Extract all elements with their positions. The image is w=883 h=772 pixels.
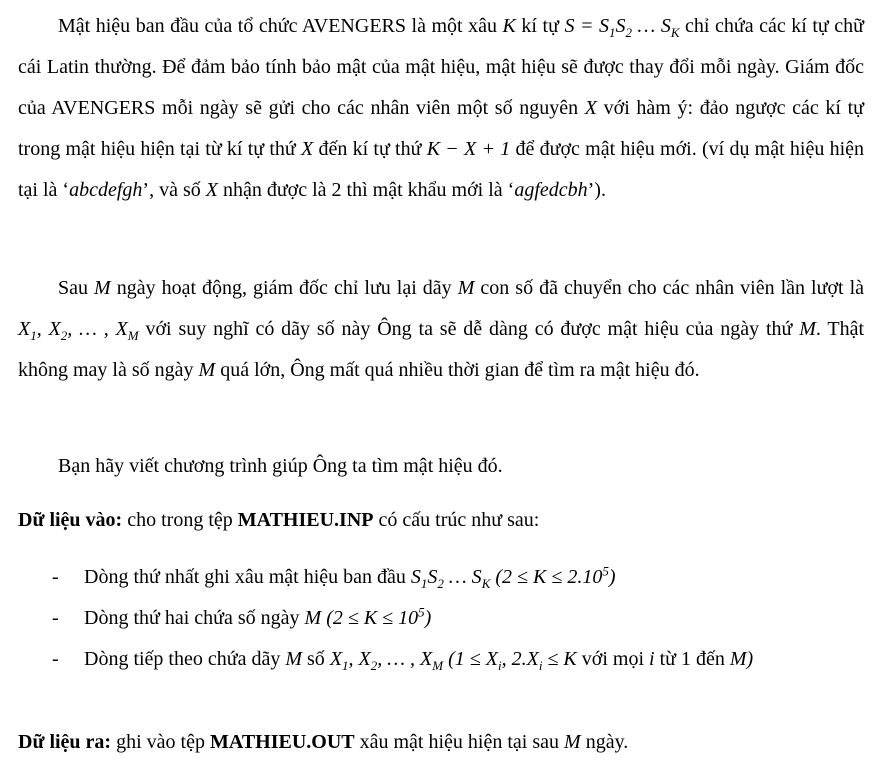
math-X: X <box>301 138 314 160</box>
paragraph-intro <box>18 6 864 211</box>
input-format-list <box>52 557 864 680</box>
text: với hàm ý: đảo ngược các kí tự trong mật hiệu hiện tại từ kí tự thứ <box>18 97 865 160</box>
math-M: M <box>457 277 475 299</box>
text: Sau <box>58 277 88 299</box>
text: quá lớn, Ông mất quá nhiều thời gian để tìm ra mật hiệu đó. <box>220 359 700 381</box>
text: 2 <box>625 25 632 40</box>
text: (2 ≤ K ≤ 2.10 <box>490 566 603 588</box>
text: , … , X <box>67 318 128 340</box>
text: M <box>432 658 444 673</box>
text: số <box>307 648 325 670</box>
text: S = S <box>564 15 609 37</box>
math-M: M <box>799 318 816 340</box>
paragraph-story <box>18 268 864 391</box>
text: M <box>729 648 747 670</box>
text <box>304 604 432 629</box>
text: cho trong tệp <box>127 509 233 531</box>
text: để được mật hiệu mới. (ví dụ mật hiệu hiện tại là ‘ <box>18 138 865 201</box>
text: M <box>127 328 139 343</box>
text: Mật hiệu ban đầu của tổ chức AVENGERS là một xâu <box>58 15 498 37</box>
text: … S <box>632 15 671 37</box>
text: 1 <box>420 576 428 591</box>
output-filename: MATHIEU.OUT <box>209 731 355 753</box>
example-password: abcdefgh <box>69 179 143 201</box>
text: M <box>285 648 303 670</box>
text: 1 đến <box>680 648 725 670</box>
list-item <box>52 557 864 598</box>
math-K-X-1: K − X + 1 <box>426 138 511 160</box>
text: … S <box>443 566 482 588</box>
text: từ <box>659 648 676 670</box>
text: X <box>18 318 31 340</box>
math-M: M <box>198 359 216 381</box>
output-section <box>18 722 864 763</box>
text: 5 <box>602 563 609 579</box>
text: 5 <box>418 604 425 620</box>
text <box>410 563 616 591</box>
text: ngày. <box>585 731 629 753</box>
text: ) <box>424 607 432 629</box>
text: X <box>329 648 343 670</box>
text: với mọi <box>581 648 645 670</box>
text: S <box>615 15 626 37</box>
text: S <box>427 566 438 588</box>
text: $X_1$, $X_2$, … , $X_M$ ($1 \le X_i$, $2.X_i \le K$ <box>329 648 577 673</box>
text: K <box>481 576 491 591</box>
math-M: M <box>94 277 111 299</box>
math-K: K <box>502 15 516 37</box>
text: (2 ≤ K ≤ 10 <box>321 607 419 629</box>
text: M <box>304 607 322 629</box>
text: chỉ chứa các kí tự chữ cái Latin thường. Để đảm bảo tính bảo mật của mật hiệu, mật hiệu sẽ được thay đổi mỗi ngày. Giám đốc của AVENGERS mỗi ngày sẽ gửi cho các nhân viên một số nguyên <box>18 15 865 119</box>
text: i <box>497 658 502 673</box>
dash-bullet: - <box>52 566 59 588</box>
example-new-password: agfedcbh <box>514 179 588 201</box>
text: với suy nghĩ có dãy số này Ông ta sẽ dễ dàng có được mật hiệu của ngày thứ <box>145 318 793 340</box>
text: ≤ K <box>542 648 577 670</box>
text: i <box>649 648 655 670</box>
math-X: X <box>584 97 597 119</box>
text: , <box>36 318 49 340</box>
list-item <box>52 639 864 680</box>
text: nhận được là 2 thì mật khẩu mới là ‘ <box>222 179 515 201</box>
text: X <box>48 318 61 340</box>
text: i <box>538 658 543 673</box>
math-M: M <box>564 731 581 753</box>
list-item <box>52 598 864 639</box>
text: ’, và số <box>142 179 201 201</box>
text: 2 <box>370 658 378 673</box>
text: con số đã chuyển cho các nhân viên lần lượt là <box>480 277 865 299</box>
text: , 2.X <box>501 648 539 670</box>
text: kí tự <box>521 15 559 37</box>
math-X-sequence <box>18 318 139 343</box>
dash-bullet: - <box>52 648 59 670</box>
text: ngày hoạt động, giám đốc chỉ lưu lại dãy <box>116 277 452 299</box>
text: 2 <box>60 328 68 343</box>
text: 1 <box>609 25 616 40</box>
math-S <box>564 15 680 40</box>
text: đến kí tự thứ <box>318 138 422 160</box>
text: X <box>420 648 433 670</box>
input-label: Dữ liệu vào: <box>18 509 123 531</box>
text: K <box>670 25 680 40</box>
text: có cấu trúc như sau: <box>378 509 540 531</box>
text: xâu mật hiệu hiện tại sau <box>359 731 560 753</box>
text: 2 <box>437 576 444 591</box>
dash-bullet: - <box>52 607 59 629</box>
paragraph-task: Bạn hãy viết chương trình giúp Ông ta tìm mật hiệu đó. <box>58 455 503 477</box>
text: ) <box>746 648 754 670</box>
text: ’). <box>587 179 606 201</box>
text: . Thật không may là số ngày <box>18 318 865 381</box>
input-filename: MATHIEU.INP <box>237 509 374 531</box>
text: Dòng tiếp theo chứa dãy <box>84 648 281 670</box>
text: Dòng thứ hai chứa số ngày <box>84 607 300 629</box>
text: ) <box>608 566 616 588</box>
text: Dòng thứ nhất ghi xâu mật hiệu ban đầu <box>84 566 406 588</box>
text: X <box>358 648 371 670</box>
text: ghi vào tệp <box>116 731 205 753</box>
math-X: X <box>205 179 218 201</box>
text: 1 <box>342 658 349 673</box>
text: (1 ≤ X <box>443 648 498 670</box>
text: 1 <box>30 328 37 343</box>
input-section <box>18 500 864 541</box>
output-label: Dữ liệu ra: <box>18 731 112 753</box>
text: S <box>410 566 421 588</box>
